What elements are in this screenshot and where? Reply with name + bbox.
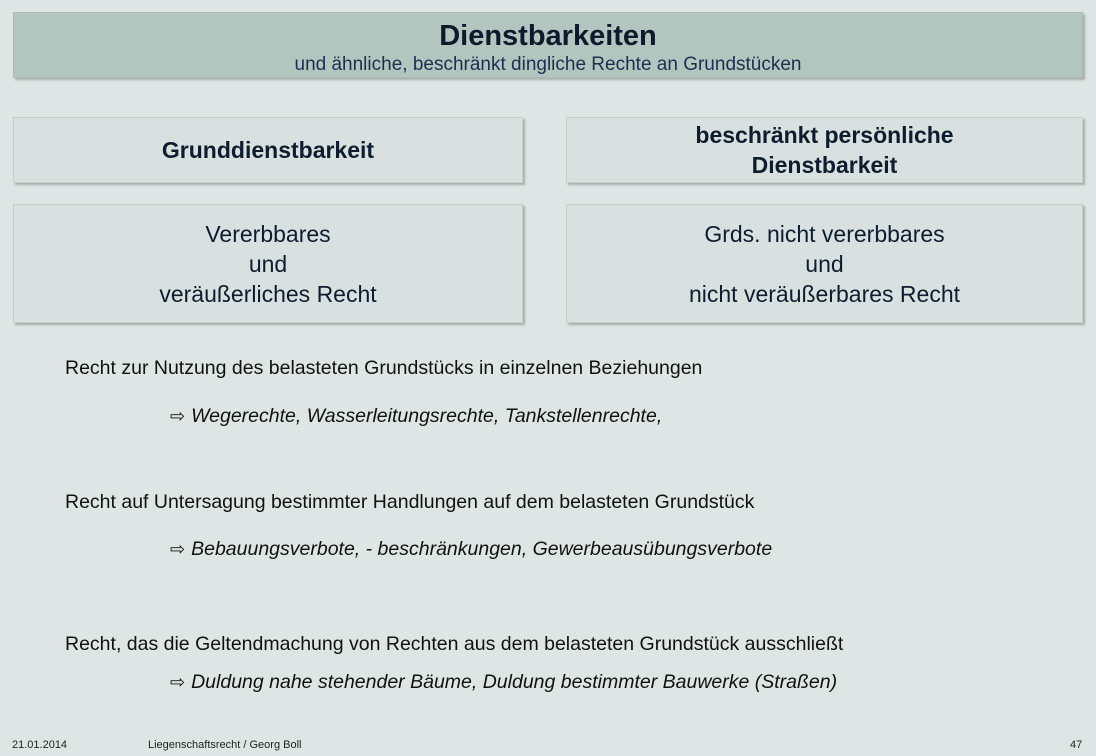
desc-left-line-2: und <box>248 250 288 277</box>
heading-right-line-1: beschränkt persönliche <box>695 122 954 148</box>
slide-subtitle: und ähnliche, beschränkt dingliche Rechte an Grundstücken <box>294 54 802 75</box>
right-type-2-example <box>170 538 772 561</box>
right-type-2-text: Recht auf Untersagung bestimmter Handlungen auf dem belasteten Grundstück <box>65 491 755 513</box>
footer-source: Liegenschaftsrecht / Georg Boll <box>148 739 302 751</box>
arrow-icon: ⇨ <box>170 406 186 426</box>
desc-left-line-3: veräußerliches Recht <box>159 280 377 307</box>
heading-persoenliche-dienstbarkeit <box>566 117 1083 183</box>
example-1-text: Wegerechte, Wasserleitungsrechte, Tankstellenrechte, <box>191 405 663 427</box>
heading-grunddienstbarkeit <box>13 117 523 183</box>
desc-left-line-1: Vererbbares <box>205 220 331 247</box>
right-type-3-example <box>170 671 837 694</box>
heading-left-label: Grunddienstbarkeit <box>161 137 375 163</box>
right-type-1-example <box>170 405 662 428</box>
arrow-icon: ⇨ <box>170 672 186 692</box>
right-type-3-text: Recht, das die Geltendmachung von Rechten aus dem belasteten Grundstück ausschließt <box>65 633 844 655</box>
heading-right-line-2: Dienstbarkeit <box>751 152 898 178</box>
right-type-1-text: Recht zur Nutzung des belasteten Grundstücks in einzelnen Beziehungen <box>65 357 703 379</box>
footer-page-number: 47 <box>1070 739 1083 751</box>
desc-right-line-1: Grds. nicht vererbbares <box>704 220 945 247</box>
description-left <box>13 204 523 323</box>
desc-right-line-3: nicht veräußerbares Recht <box>688 280 960 307</box>
title-banner <box>13 12 1083 78</box>
slide-title: Dienstbarkeiten <box>439 20 657 52</box>
example-3-text: Duldung nahe stehender Bäume, Duldung bestimmter Bauwerke (Straßen) <box>191 671 838 693</box>
footer-date: 21.01.2014 <box>12 739 68 751</box>
description-right <box>566 204 1083 323</box>
desc-right-line-2: und <box>805 250 844 277</box>
arrow-icon: ⇨ <box>170 539 186 559</box>
example-2-text: Bebauungsverbote, - beschränkungen, Gewerbeausübungsverbote <box>191 538 773 560</box>
